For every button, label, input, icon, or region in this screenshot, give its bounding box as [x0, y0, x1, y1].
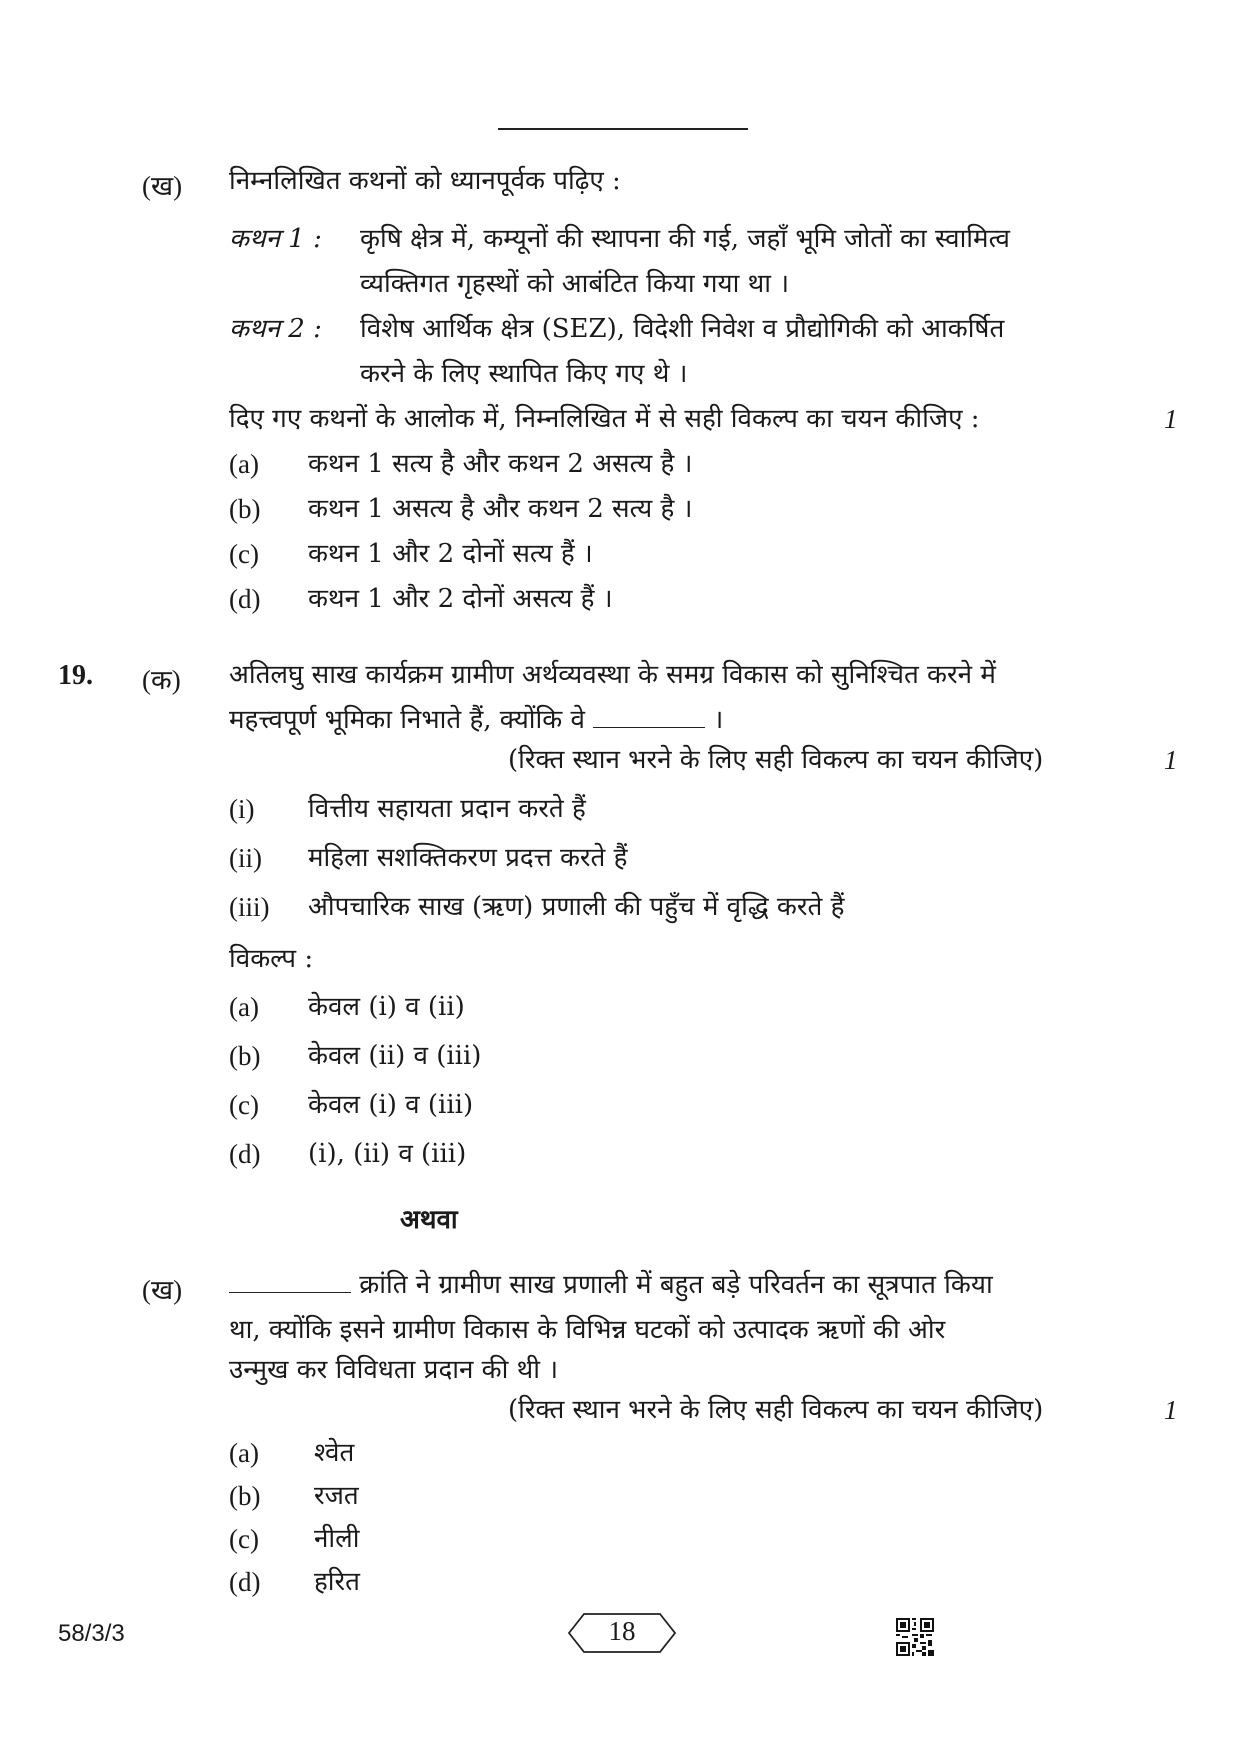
option-text: केवल (i) व (ii)	[308, 992, 465, 1022]
part-label: (क)	[142, 665, 181, 695]
question-line-1: क्रांति ने ग्रामीण साख प्रणाली में बहुत बड़े परिवर्तन का सूत्रपात किया	[229, 1270, 993, 1300]
option-label: (a)	[229, 992, 259, 1022]
option-label: (b)	[229, 494, 261, 524]
item-text: औपचारिक साख (ऋण) प्रणाली की पहुँच में वृद्धि करते हैं	[308, 892, 845, 922]
fill-blank	[229, 1270, 351, 1293]
option-text: हरित	[314, 1567, 360, 1597]
item-label: (iii)	[229, 892, 270, 922]
question-line-3: उन्मुख कर विविधता प्रदान की थी ।	[229, 1355, 559, 1385]
page-number-badge	[566, 1612, 678, 1654]
or-separator: अथवा	[400, 1205, 458, 1235]
statement-2-label: कथन 2 :	[229, 314, 322, 344]
option-label: (d)	[229, 1567, 261, 1597]
option-label: (c)	[229, 1090, 259, 1120]
statement-1-line-1: कृषि क्षेत्र में, कम्यूनों की स्थापना की गई, जहाँ भूमि जोतों का स्वामित्व	[360, 224, 1010, 254]
options-heading: विकल्प :	[229, 944, 314, 974]
marks: 1	[1164, 1395, 1178, 1425]
question-line-2: महत्त्वपूर्ण भूमिका निभाते हैं, क्योंकि वे ।	[229, 705, 724, 735]
option-text: केवल (ii) व (iii)	[308, 1041, 482, 1071]
option-text: कथन 1 और 2 दोनों सत्य हैं ।	[308, 539, 593, 569]
item-label: (i)	[229, 794, 255, 824]
question-line-1: अतिलघु साख कार्यक्रम ग्रामीण अर्थव्यवस्था के समग्र विकास को सुनिश्चित करने में	[229, 660, 996, 690]
question-line-2: था, क्योंकि इसने ग्रामीण विकास के विभिन्न घटकों को उत्पादक ऋणों की ओर	[229, 1315, 946, 1345]
option-text: कथन 1 असत्य है और कथन 2 सत्य है ।	[308, 494, 693, 524]
option-label: (a)	[229, 1438, 259, 1468]
paper-code: 58/3/3	[58, 1620, 125, 1647]
fill-instruction: (रिक्त स्थान भरने के लिए सही विकल्प का चयन कीजिए)	[508, 1395, 1044, 1425]
question-number: 19.	[58, 660, 93, 691]
marks: 1	[1164, 745, 1178, 775]
option-text: (i), (ii) व (iii)	[308, 1139, 467, 1169]
item-label: (ii)	[229, 843, 262, 873]
option-text: श्वेत	[314, 1438, 355, 1468]
fill-instruction: (रिक्त स्थान भरने के लिए सही विकल्प का चयन कीजिए)	[508, 745, 1044, 775]
option-text: केवल (i) व (iii)	[308, 1090, 474, 1120]
statement-1-line-2: व्यक्तिगत गृहस्थों को आबंटित किया गया था ।	[360, 269, 790, 299]
part-label: (ख)	[142, 171, 183, 201]
page-number: 18	[608, 1616, 636, 1646]
option-text: नीली	[314, 1524, 360, 1554]
option-label: (d)	[229, 1139, 261, 1169]
option-label: (d)	[229, 584, 261, 614]
item-text: वित्तीय सहायता प्रदान करते हैं	[308, 794, 586, 824]
option-label: (b)	[229, 1481, 261, 1511]
option-text: कथन 1 और 2 दोनों असत्य हैं ।	[308, 584, 613, 614]
statement-2-line-1: विशेष आर्थिक क्षेत्र (SEZ), विदेशी निवेश व प्रौद्योगिकी को आकर्षित	[360, 314, 1005, 344]
part-label: (ख)	[142, 1275, 183, 1305]
instruction-text: निम्नलिखित कथनों को ध्यानपूर्वक पढ़िए :	[229, 166, 621, 196]
statement-1-label: कथन 1 :	[229, 224, 322, 254]
option-label: (b)	[229, 1041, 261, 1071]
option-text: रजत	[314, 1481, 359, 1511]
top-separator-rule	[498, 128, 748, 130]
option-label: (a)	[229, 449, 259, 479]
option-text: कथन 1 सत्य है और कथन 2 असत्य है ।	[308, 449, 693, 479]
qr-code-icon	[896, 1618, 934, 1656]
fill-blank	[593, 705, 705, 728]
option-label: (c)	[229, 539, 259, 569]
item-text: महिला सशक्तिकरण प्रदत्त करते हैं	[308, 843, 628, 873]
statement-2-line-2: करने के लिए स्थापित किए गए थे ।	[360, 359, 688, 389]
option-label: (c)	[229, 1524, 259, 1554]
marks: 1	[1164, 404, 1178, 434]
choose-prompt: दिए गए कथनों के आलोक में, निम्नलिखित में से सही विकल्प का चयन कीजिए :	[229, 404, 980, 434]
